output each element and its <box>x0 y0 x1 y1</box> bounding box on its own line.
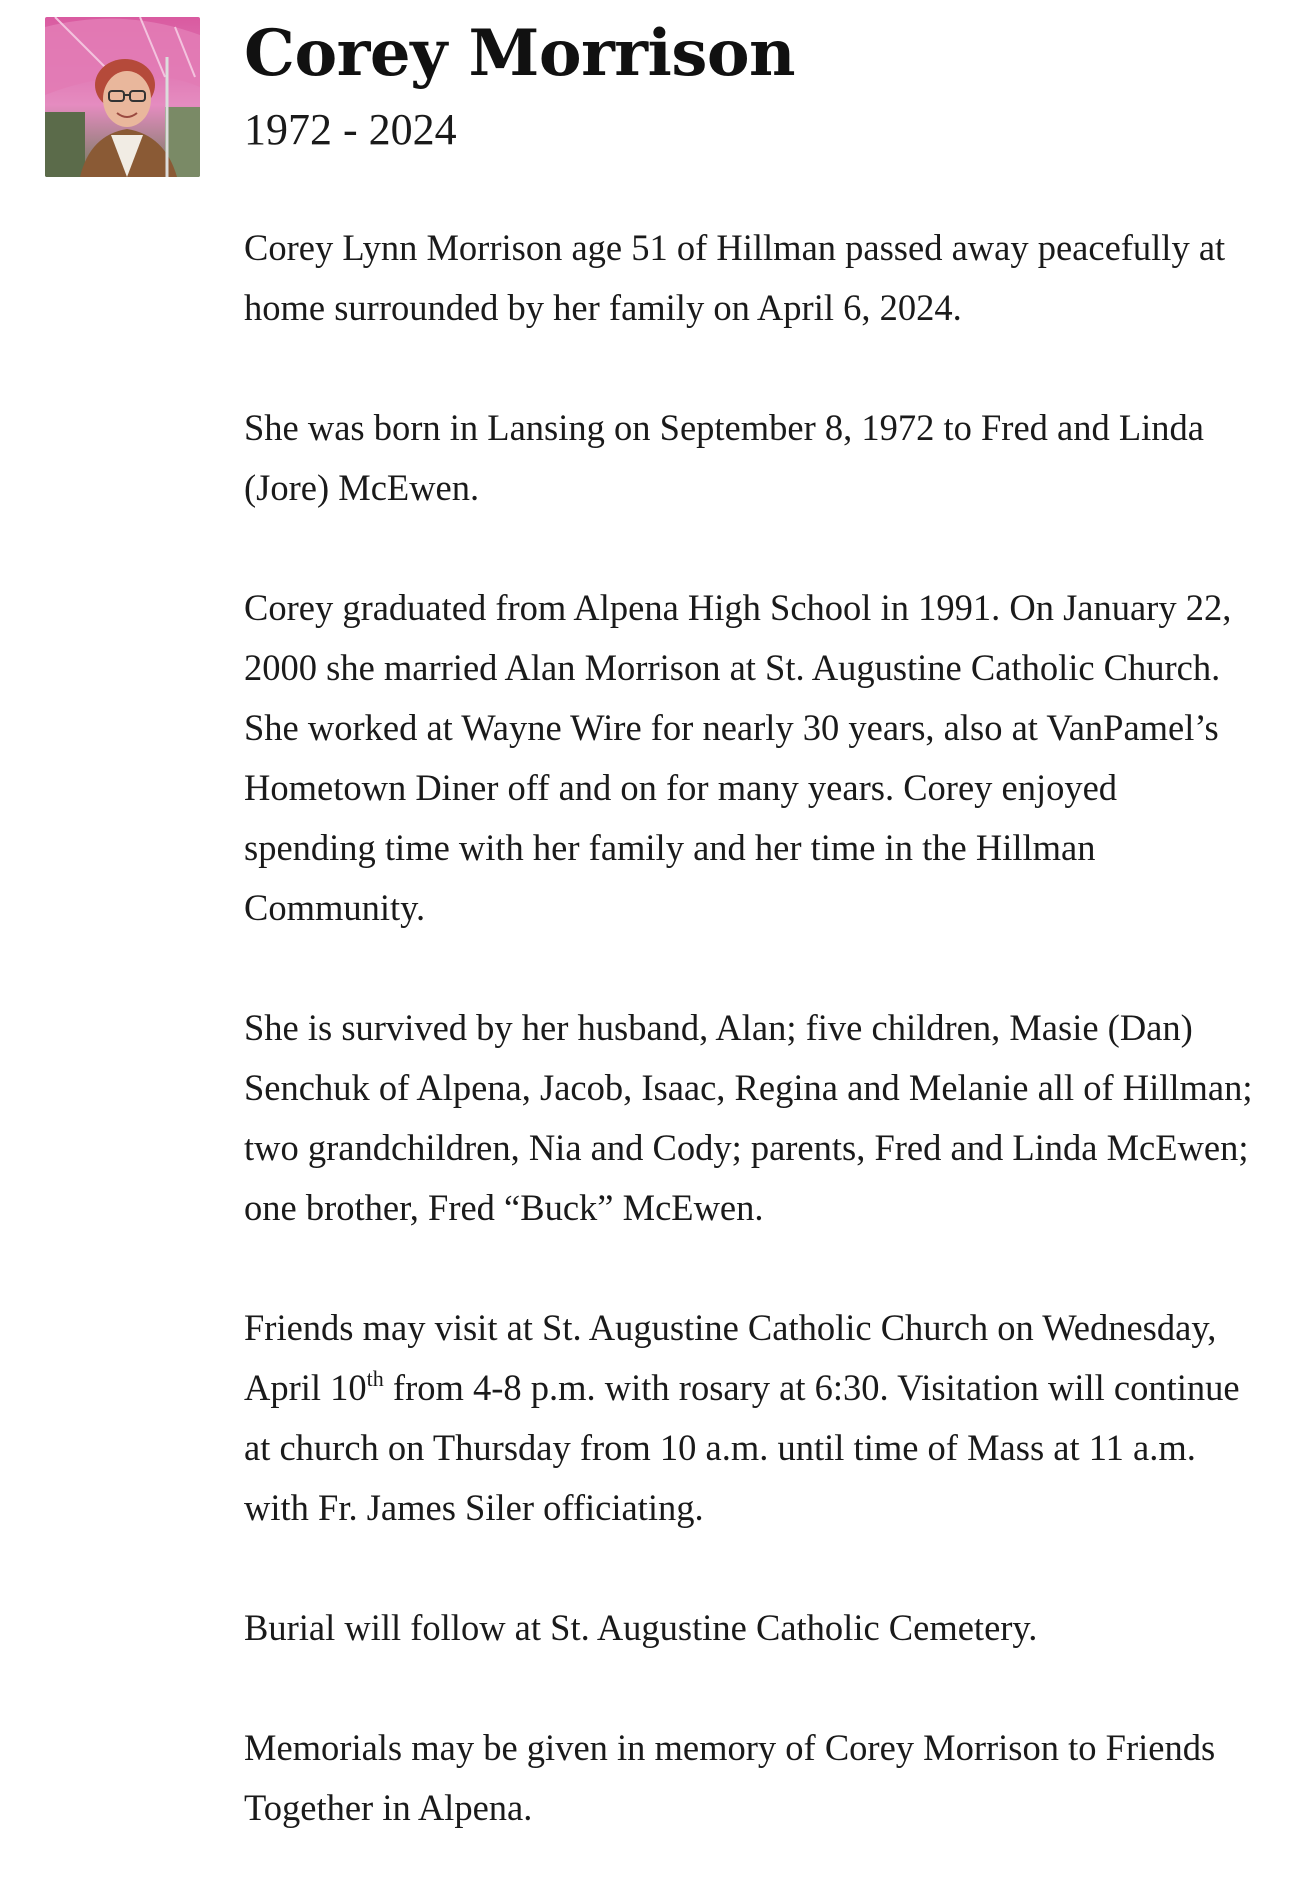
paragraph-burial: Burial will follow at St. Augustine Catholic Cemetery. <box>244 1607 1038 1648</box>
portrait-image <box>45 17 200 177</box>
paragraph-survivors: She is survived by her husband, Alan; five children, Masie (Dan) Senchuk of Alpena, Jacob, Isaac, Regina and Melanie all of Hillman; two grandchildren, Nia and Cody; parents, Fred and Linda McEwen; one brother, Fred “Buck” McEwen. <box>244 1007 1253 1228</box>
paragraph-visitation <box>244 1298 1254 1538</box>
paragraph-birth: She was born in Lansing on September 8, 1972 to Fred and Linda (Jore) McEwen. <box>244 407 1204 508</box>
obituary-body <box>244 218 1254 1838</box>
deceased-name: Corey Morrison <box>244 16 796 91</box>
visitation-text-end: from 4-8 p.m. with rosary at 6:30. Visitation will continue at church on Thursday from 10 a.m. until time of Mass at 11 a.m. with Fr. James Siler officiating. <box>244 1367 1240 1528</box>
obituary-header <box>244 14 795 158</box>
visitation-text-start: Friends may visit at St. Augustine Catholic Church on Wednesday, April 10 <box>244 1307 1217 1408</box>
paragraph-memorials: Memorials may be given in memory of Corey Morrison to Friends Together in Alpena. <box>244 1727 1216 1828</box>
ordinal-suffix: th <box>366 1366 384 1391</box>
portrait-photo <box>45 17 200 177</box>
paragraph-life: Corey graduated from Alpena High School in 1991. On January 22, 2000 she married Alan Morrison at St. Augustine Catholic Church. She worked at Wayne Wire for nearly 30 years, also at VanPamel’s Hometown Diner off and on for many years. Corey enjoyed spending time with her family and her time in the Hillman Community. <box>244 587 1232 928</box>
paragraph-passing: Corey Lynn Morrison age 51 of Hillman passed away peacefully at home surrounded by her family on April 6, 2024. <box>244 227 1226 328</box>
life-dates: 1972 - 2024 <box>244 105 457 154</box>
